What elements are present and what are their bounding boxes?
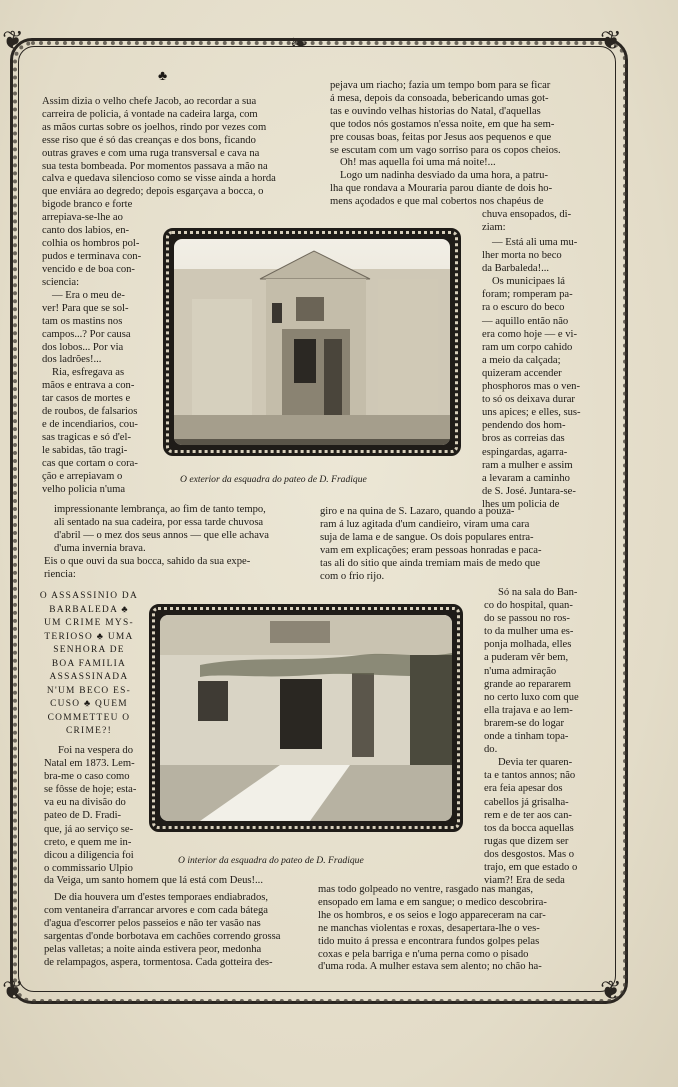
text-line: Ria, esfregava as (52, 367, 125, 379)
text-line: o commissario Ulpio (44, 862, 133, 874)
text-line: ram á luz agitada d'um candieiro, viram uma cara (320, 518, 530, 530)
left-col-lower-wide (44, 875, 306, 888)
text-line: Devia ter quaren- (498, 757, 573, 769)
text-line: de relampagos, aspera, tormentosa. Cada gotteira des- (44, 956, 273, 968)
exterior-building-illustration (174, 239, 450, 445)
text-line: sas tragicas e só d'el- (42, 432, 131, 444)
text-line: Só na sala do Ban- (498, 587, 578, 598)
text-line: tido muito á pressa e encontrara fundos golpes pelas (318, 935, 540, 947)
text-line: ponja molhada, elles (484, 639, 572, 651)
text-line: ella trajava e ao lem- (484, 704, 573, 716)
photo-interior-image (160, 615, 452, 821)
text-line: tas e ouvindo velhas historias do Natal, d'aquellas (330, 105, 541, 117)
headline-line: TERIOSO ♣ UMA (44, 631, 134, 642)
text-line: tar casos de mortes e (42, 393, 131, 405)
text-line: sua testa bombeada. Por momentos passava a mão na (42, 160, 268, 172)
photo-exterior (163, 228, 461, 456)
text-line: to só os deixava durar (482, 394, 575, 406)
left-col-after-photo (44, 504, 308, 581)
text-line: cabellos já grisalha- (484, 796, 569, 808)
text-line: co do hospital, quan- (484, 600, 573, 612)
text-line: mas todo golpeado no ventre, rasgado nas mangas, (318, 884, 534, 895)
text-line: trajo, em que estado o (484, 861, 578, 873)
text-line: se escutam com um vago sorriso para os copos cheios. (330, 144, 561, 156)
headline-line: COMMETTEU O (47, 712, 131, 723)
left-col-lower (44, 744, 152, 875)
text-line: ra o escuro do beco (482, 302, 565, 314)
text-line: bra-me o caso como (44, 771, 130, 783)
text-line: sargentas d'onde borbotava em cachões correndo grossa (44, 930, 281, 942)
headline-line: CUSO ♣ QUEM (50, 699, 128, 709)
text-line: da Barbaleda!... (482, 263, 550, 275)
text-line: pendendo dos hom- (482, 420, 566, 432)
text-line: canto dos labios, en- (42, 224, 130, 236)
text-line: va eu na divisão do (44, 797, 126, 809)
text-line: mens açodados e que mal cobertos nos chapéus de (330, 196, 544, 208)
text-line: pre cousas boas, feitas por Jesus aos pequenos e que (330, 131, 552, 143)
text-line: lhe os hombros, e os seios e logo appareceram na car- (318, 909, 546, 921)
text-line: Os municipaes lá (492, 276, 565, 288)
text-line: espingardas, agarra- (482, 446, 568, 458)
text-line: dos lobos... Por via (42, 341, 124, 353)
text-line: calva e quedava silencioso como se visse ainda a horda (42, 173, 276, 185)
text-line: — Era o meu de- (52, 289, 125, 301)
text-line: viam?! Era de seda (484, 875, 565, 887)
photo-interior (149, 604, 463, 832)
text-line: de roubos, de falsarios (42, 406, 138, 418)
text-line: a levaram a caminho (482, 472, 570, 484)
headline-line: BOA FAMILIA (51, 658, 127, 669)
text-line: dos desgostos. Mas o (484, 848, 575, 860)
text-line: do se passou no ros- (484, 613, 570, 625)
corner-ornament-bottom-left: ❦ (2, 976, 24, 1005)
text-line: brarem-se do logar (484, 717, 565, 729)
courtyard-illustration (160, 615, 452, 821)
club-ornament: ♣ (158, 69, 168, 84)
text-line: lha que rondava a Mouraria parou diante de dois ho- (330, 183, 553, 195)
text-line: outras graves e com uma ruga transversal e cava na (42, 147, 260, 159)
left-col-bottom (44, 892, 306, 969)
text-line: cas que cortam o cora- (42, 458, 138, 470)
text-line: ensopado em lama e em sangue; o medico descobrira- (318, 896, 547, 908)
text-line: bros as correias das (482, 433, 565, 445)
text-line: ali sentado na sua cadeira, por essa tarde chuvosa (54, 516, 264, 528)
text-line: uns apices; e elles, sus- (482, 407, 581, 419)
text-line: chuva ensopados, di- (482, 209, 572, 221)
text-line: dos ladrões!... (42, 354, 102, 366)
text-line: rugas que dizem ser (484, 835, 569, 847)
photo-interior-caption: O interior da esquadra do pateo de D. Fradique (178, 855, 364, 866)
text-line: lher morta no beco (482, 250, 562, 262)
text-line: Natal em 1873. Lem- (44, 758, 135, 770)
text-line: ziam: (482, 221, 506, 233)
text-line: pudos e terminava con- (42, 250, 142, 262)
text-line: ram um corpo cahido (482, 341, 573, 353)
text-line: d'uma invernia brava. (54, 542, 146, 554)
right-col-after-photo (320, 506, 594, 583)
text-line: tam os mastins nos (42, 315, 123, 327)
text-line: da Veiga, um santo homem que lá está com Deus!... (44, 875, 263, 886)
text-line: de S. José. Juntara-se- (482, 485, 576, 497)
left-col-narrow (42, 212, 160, 497)
text-line: rem e de ter aos can- (484, 809, 572, 821)
text-line: esse riso que é só das creanças e dos bons, ficando (42, 134, 256, 146)
text-line: que enviára ao degredo; depois esgarçava a bocca, o (42, 186, 264, 198)
text-line: que, já ao serviço se- (44, 823, 134, 835)
text-line: — aquillo então não (482, 315, 569, 327)
text-line: creto, e quem me in- (44, 836, 132, 848)
text-line: impressionante lembrança, ao fim de tanto tempo, (54, 504, 266, 515)
article-headline-box (30, 590, 148, 739)
text-line: mãos e entrava a con- (42, 380, 135, 392)
text-line: a puderam vêr bem, (484, 652, 569, 664)
headline-line: CRIME?! (65, 726, 113, 736)
text-line: coxas e pela barriga e n'uma perna como o pisado (318, 948, 529, 960)
text-line: Assim dizia o velho chefe Jacob, ao recordar a sua (42, 96, 257, 107)
text-line: e de incendiarios, cou- (42, 419, 138, 431)
text-line: giro e na quina de S. Lazaro, quando a pouza- (320, 506, 515, 517)
text-line: Logo um nadinha desviado da uma hora, a patru- (340, 170, 548, 182)
text-line: lhes um policia de (482, 498, 560, 510)
text-line: grande ao repararem (484, 678, 572, 690)
text-line: pateo de D. Fradi- (44, 810, 122, 822)
headline-line: SENHORA DE (53, 645, 125, 655)
text-line: ver! Para que se sol- (42, 302, 129, 314)
text-line: d'agua d'escorrer pelos passeios e não ter vasão nas (44, 917, 261, 929)
text-line: dicou a diligencia foi (44, 849, 134, 861)
text-line: ne manchas violentas e roxas, desapertara-lhe o ves- (318, 922, 540, 934)
text-line: onde a tinham topa- (484, 731, 569, 743)
text-line: as mãos curtas sobre os joelhos, rindo por vezes com (42, 121, 267, 133)
headline-line: O ASSASSINIO DA (39, 591, 139, 601)
text-line: d'abril — o mez dos seus annos — que elle achava (54, 529, 269, 541)
text-line: á mesa, depois da consoada, bebericando umas got- (330, 92, 549, 104)
text-line: se fôsse de hoje; esta- (44, 784, 137, 796)
right-col-bottom (318, 884, 596, 974)
right-col-narrow (482, 236, 594, 511)
text-line: a meio da calçada; (482, 354, 561, 366)
text-line: Foi na vespera do (58, 745, 134, 756)
text-line: com o frio rijo. (320, 570, 385, 582)
text-line: tas ali do sitio que ainda tremiam mais de medo que (320, 557, 541, 569)
text-line: campos...? Por causa (42, 328, 131, 340)
text-line: carreira de policia, á vontade na cadeira larga, com (42, 108, 258, 120)
text-line: De dia houvera um d'estes temporaes endiabrados, (54, 892, 269, 903)
text-line: vencido e de boa con- (42, 263, 135, 275)
text-line: pejava um riacho; fazia um tempo bom para se ficar (330, 80, 551, 91)
text-line: foram; romperam pa- (482, 289, 573, 301)
headline-line: N'UM BECO ES- (46, 685, 132, 696)
text-line: era como hoje — e vi- (482, 328, 578, 340)
text-line: le sabidas, tão tragi- (42, 445, 128, 457)
text-line: no certo luxo com que (484, 691, 579, 703)
text-line: era feia apesar dos (484, 783, 563, 795)
corner-ornament-top-left: ❦ (2, 26, 24, 55)
corner-ornament-bottom-right: ❦ (600, 976, 622, 1005)
text-line: d'uma roda. A mulher estava sem alento; no chão ha- (318, 961, 542, 973)
headline-line: UM CRIME MYS- (44, 618, 134, 628)
text-line: do. (484, 744, 498, 756)
text-line: ta e tantos annos; não (484, 770, 576, 782)
text-line: velho policia n'uma (42, 484, 126, 496)
text-line: phosphoros mas o ven- (482, 381, 580, 393)
text-line: que todos nós gostamos n'essa noite, em que ha sem- (330, 118, 555, 130)
text-line: Eis o que ouvi da sua bocca, sahido da sua expe- (44, 555, 251, 567)
right-col-lower (484, 586, 596, 887)
right-col-intro (330, 80, 592, 235)
text-line: com ventaneira d'arrancar arvores e com cada bátega (44, 904, 268, 916)
text-line: bigode branco e forte (42, 199, 133, 211)
text-line: vam em explicações; eram pessoas honradas e paca- (320, 544, 542, 556)
text-line: arrepiava-se-lhe ao (42, 212, 123, 223)
text-line: colhia os hombros pol- (42, 237, 140, 249)
headline-line: ASSASSINADA (49, 672, 129, 682)
text-line: quizeram accender (482, 367, 562, 379)
text-line: sciencia: (42, 276, 80, 288)
text-line: tos da bocca aquellas (484, 822, 574, 834)
text-line: ção e arrepiavam o (42, 471, 123, 483)
text-line: ram a mulher e assim (482, 459, 573, 471)
corner-ornament-top-right: ❦ (600, 26, 622, 55)
top-center-ornament: ❧ (290, 30, 309, 55)
text-line: to da mulher uma es- (484, 626, 574, 638)
text-line: — Está ali uma mu- (492, 237, 578, 248)
text-line: riencia: (44, 568, 76, 580)
left-col-intro (42, 96, 306, 212)
headline-line: BARBALEDA ♣ (49, 604, 129, 615)
text-line: pelas valletas; a noite ainda estivera peor, medonha (44, 943, 262, 955)
text-line: Oh! mas aquella foi uma má noite!... (340, 157, 496, 169)
photo-exterior-caption: O exterior da esquadra do pateo de D. Fradique (180, 474, 367, 485)
photo-exterior-image (174, 239, 450, 445)
text-line: n'uma admiração (484, 665, 557, 677)
text-line: suja de lama e de sangue. Os dois populares entra- (320, 531, 534, 543)
